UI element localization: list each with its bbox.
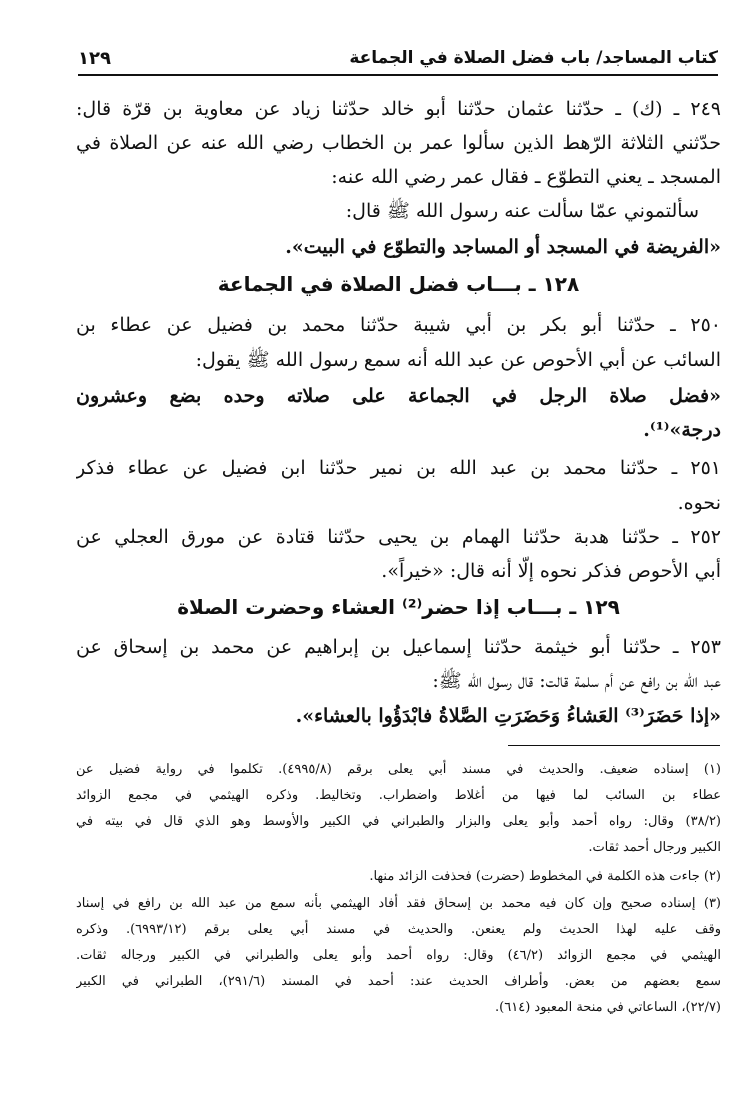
- footnote-3-line-5: (٢٢/٧)، الساعاتي في منحة المعبود (٦١٤).: [495, 1000, 721, 1015]
- hadith-250-line-1: ٢٥٠ ـ حدّثنا أبو بكر بن أبي شيبة حدّثنا محمد بن فضيل عن عطاء بن: [76, 314, 721, 336]
- hadith-250-matn-line-2: درجة»⁽¹⁾.: [643, 419, 721, 441]
- hadith-249-matn: «الفريضة في المسجد أو المساجد والتطوّع في البيت».: [285, 236, 721, 258]
- hadith-253-line-2: عبد الله بن رافع عن أم سلمة قالت: قال رسول الله ﷺ:: [432, 670, 721, 692]
- footnote-1-line-3: (٣٨/٢) وقال: رواه أحمد وأبو يعلى والبزار والطبراني في الكبير والأوسط وهو الذي قال في بيته في: [76, 814, 721, 829]
- hadith-250-line-2: السائب عن أبي الأحوص عن عبد الله أنه سمع رسول الله ﷺ يقول:: [195, 349, 721, 371]
- footnote-3-line-2: وقف عليه لهذا الحديث ولم يعنعن. والحديث في مسند أبي يعلى برقم (٦٩٩٣/١٢). وذكره: [76, 922, 721, 937]
- footnote-1-line-4: الكبير ورجال أحمد ثقات.: [588, 840, 721, 855]
- chapter-129-heading: ١٢٩ ـ بـــاب إذا حضر⁽²⁾ العشاء وحضرت الصلاة: [177, 595, 620, 619]
- hadith-249-quote-intro: سألتموني عمّا سألت عنه رسول الله ﷺ قال:: [345, 200, 699, 222]
- hadith-250-matn-line-1: «فضل صلاة الرجل في الجماعة على صلاته وحده بضع وعشرون: [76, 385, 721, 407]
- footnote-2: (٢) جاءت هذه الكلمة في المخطوط (حضرت) فحذفت الزائد منها.: [369, 869, 721, 884]
- hadith-253-line-1: ٢٥٣ ـ حدّثنا أبو خيثمة حدّثنا إسماعيل بن إبراهيم عن محمد بن إسحاق عن: [76, 636, 721, 658]
- chapter-128-heading: ١٢٨ ـ بـــاب فضل الصلاة في الجماعة: [217, 272, 580, 296]
- running-header: [78, 42, 718, 76]
- footnote-3-line-1: (٣) إسناده صحيح وإن كان فيه محمد بن إسحاق فقد أفاد الهيثمي بأنه سمع من عبد الله بن رافع في إسناد: [76, 896, 721, 911]
- footnote-separator: [508, 745, 720, 746]
- footnote-1-line-2: عطاء بن السائب لما فيها من أغلاط واضطراب. وتخاليط. وذكره الهيثمي في مجمع الزوائد: [76, 788, 721, 803]
- footnote-3-line-3: الهيثمي في مجمع الزوائد (٤٦/٢) وقال: رواه أحمد وأبو يعلى والطبراني في الكبير ورجاله ثقات.: [76, 948, 721, 963]
- hadith-252-line-1: ٢٥٢ ـ حدّثنا هدبة حدّثنا الهمام بن يحيى حدّثنا قتادة عن مورق العجلي عن: [76, 526, 721, 548]
- hadith-251-line-2: نحوه.: [677, 492, 721, 514]
- hadith-249-line-2: حدّثني الثلاثة الرّهط الذين سألوا عمر بن الخطاب رضي الله عنه عن الصلاة في: [76, 132, 721, 154]
- header-title: كتاب المساجد/ باب فضل الصلاة في الجماعة: [349, 48, 718, 68]
- hadith-252-line-2: أبي الأحوص فذكر نحوه إلّا أنه قال: «خيراً».: [381, 560, 721, 582]
- footnote-3-line-4: سمع بعضهم من بعض. وأطراف الحديث عند: أحمد في المسند (٢٩١/٦)، الطبراني في الكبير: [76, 974, 721, 989]
- hadith-251-line-1: ٢٥١ ـ حدّثنا محمد بن عبد الله بن نمير حدّثنا ابن فضيل عن عطاء فذكر: [76, 457, 721, 479]
- hadith-249-line-1: ٢٤٩ ـ (ك) ـ حدّثنا عثمان حدّثنا أبو خالد حدّثنا زياد عن معاوية بن قرّة قال:: [76, 98, 721, 120]
- hadith-253-matn: «إذا حَضَرَ⁽³⁾ العَشاءُ وَحَضَرَتِ الصَّلاةُ فابْدَؤُوا بالعشاء».: [295, 705, 721, 727]
- hadith-249-line-3: المسجد ـ يعني التطوّع ـ فقال عمر رضي الله عنه:: [331, 166, 721, 188]
- footnote-1-line-1: (١) إسناده ضعيف. والحديث في مسند أبي يعلى برقم (٤٩٩٥/٨). تكلموا في رواية فضيل عن: [76, 762, 721, 777]
- page-number: ١٢٩: [78, 47, 111, 69]
